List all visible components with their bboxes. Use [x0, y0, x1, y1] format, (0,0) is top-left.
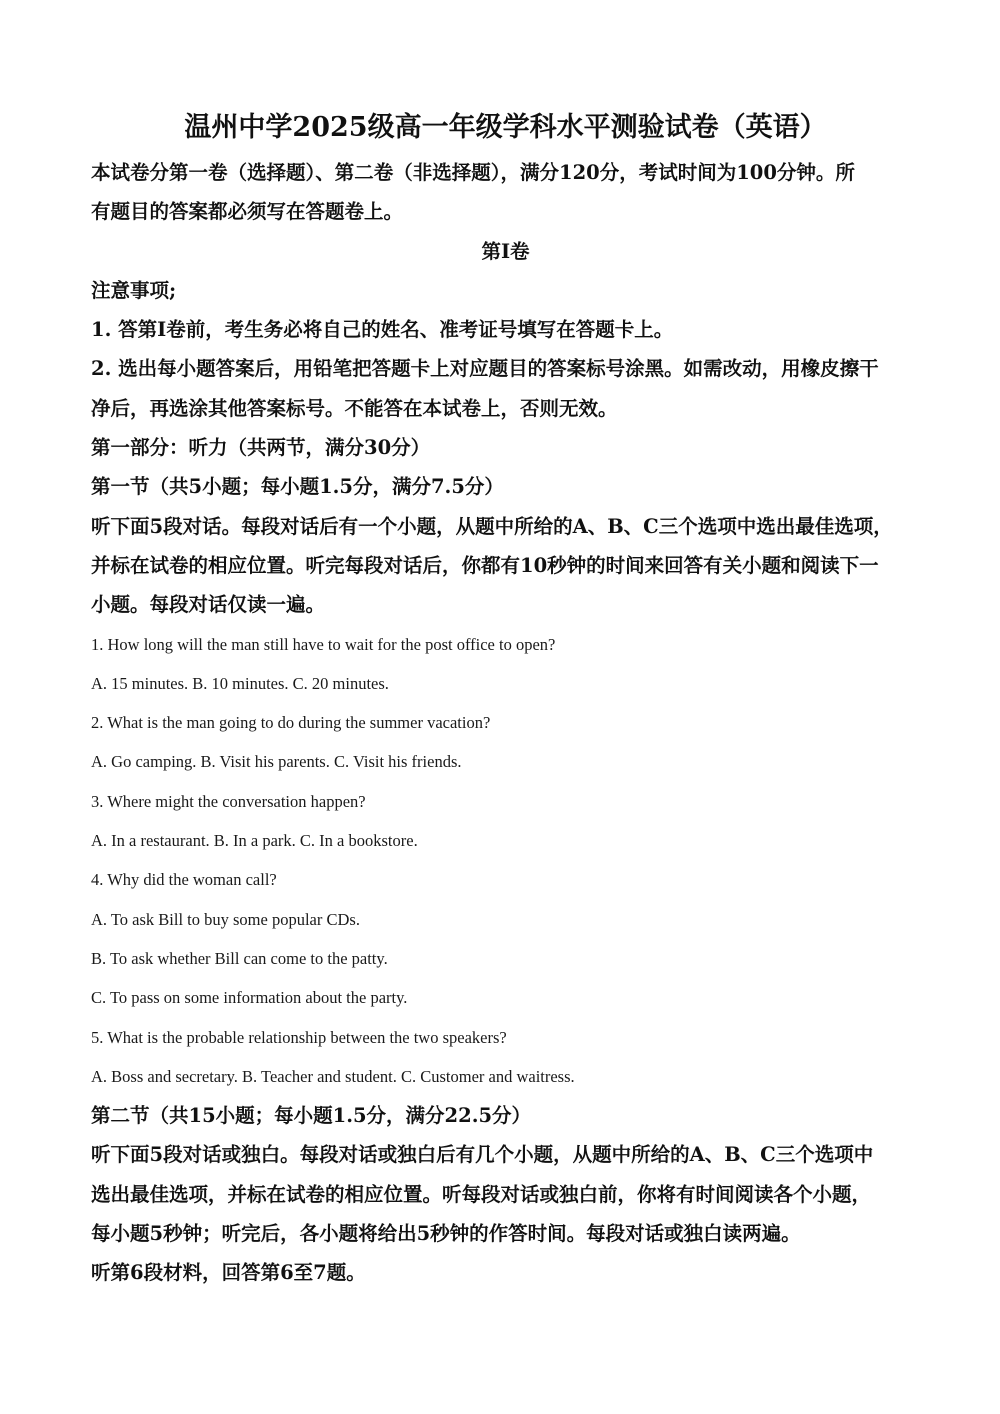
question-line: B. To ask whether Bill can come to the patty. — [91, 948, 388, 968]
intro-line: 本试卷分第一卷（选择题）、第二卷（非选择题），满分120分，考试时间为100分钟。所 — [91, 161, 855, 184]
section2-instruction-line: 每小题5秒钟；听完后，各小题将给出5秒钟的作答时间。每段对话或独白读两遍。 — [91, 1222, 801, 1246]
section1-heading: 第一节（共5小题；每小题1.5分，满分7.5分） — [91, 475, 504, 499]
question-line: A. Go camping. B. Visit his parents. C. Visit his friends. — [91, 752, 462, 772]
section2 — [91, 1096, 920, 1292]
part1-heading: 第一部分：听力（共两节，满分30分） — [91, 436, 431, 460]
notice-line: 1. 答第Ⅰ卷前，考生务必将自己的姓名、准考证号填写在答题卡上。 — [91, 318, 674, 342]
question-line: 2. What is the man going to do during the summer vacation? — [91, 713, 491, 733]
notice-heading: 注意事项; — [91, 278, 177, 302]
section2-heading: 第二节（共15小题；每小题1.5分，满分22.5分） — [91, 1104, 532, 1128]
intro-line: 有题目的答案都必须写在答题卷上。 — [91, 200, 404, 224]
exam-title: 温州中学2025级高一年级学科水平测验试卷（英语） — [184, 112, 827, 143]
question-line: A. Boss and secretary. B. Teacher and student. C. Customer and waitress. — [91, 1066, 575, 1086]
notice-line: 净后，再选涂其他答案标号。不能答在本试卷上，否则无效。 — [91, 396, 618, 420]
question-line: A. To ask Bill to buy some popular CDs. — [91, 909, 360, 929]
exam-intro — [91, 153, 920, 232]
section1-instruction-line: 小题。每段对话仅读一遍。 — [91, 593, 326, 617]
notice-section — [91, 271, 920, 428]
notice-line: 2. 选出每小题答案后，用铅笔把答题卡上对应题目的答案标号涂黑。如需改动，用橡皮擦干 — [91, 357, 879, 381]
question-line: A. In a restaurant. B. In a park. C. In a bookstore. — [91, 831, 418, 851]
section1-instruction-line: 听下面5段对话。每段对话后有一个小题，从题中所给的A、B、C三个选项中选出最佳选项， — [91, 514, 893, 538]
question-line: C. To pass on some information about the party. — [91, 988, 408, 1008]
section2-instruction-line: 听下面5段对话或独白。每段对话或独白后有几个小题，从题中所给的A、B、C三个选项中 — [91, 1143, 874, 1167]
question-line: A. 15 minutes. B. 10 minutes. C. 20 minutes. — [91, 673, 389, 693]
question-line: 5. What is the probable relationship between the two speakers? — [91, 1027, 507, 1047]
volume-label: 第Ⅰ卷 — [481, 239, 530, 263]
question-line: 4. Why did the woman call? — [91, 870, 277, 890]
section1-instruction-line: 并标在试卷的相应位置。听完每段对话后，你都有10秒钟的时间来回答有关小题和阅读下一 — [91, 553, 879, 577]
question-line: 1. How long will the man still have to wait for the post office to open? — [91, 634, 556, 654]
question-line: 3. Where might the conversation happen? — [91, 791, 366, 811]
question-list — [91, 625, 920, 1097]
section1 — [91, 467, 920, 1096]
material-line: 听第6段材料，回答第6至7题。 — [91, 1261, 366, 1285]
section2-instruction-line: 选出最佳选项，并标在试卷的相应位置。听每段对话或独白前，你将有时间阅读各个小题， — [91, 1182, 872, 1206]
